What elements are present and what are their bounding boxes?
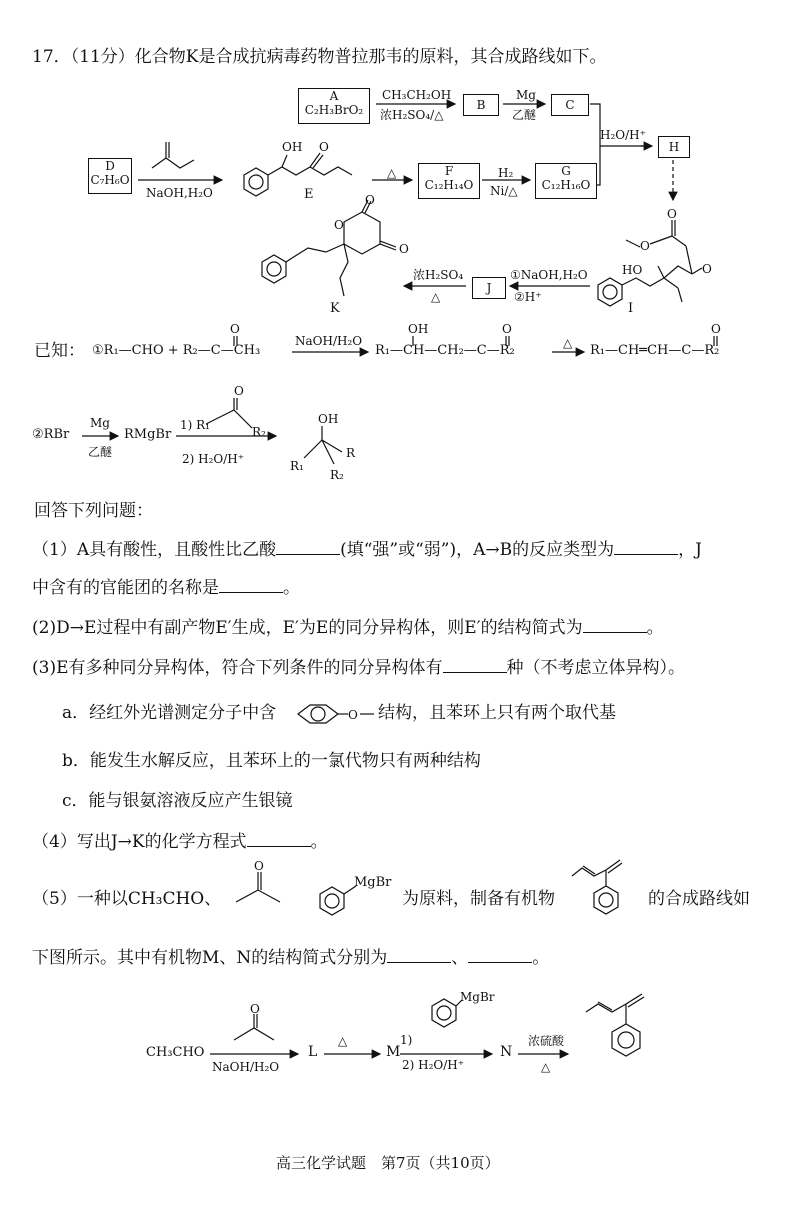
known-r2-left: ②RBr [32,427,70,442]
scheme2-product [586,994,644,1056]
D-E-condition: NaOH,H₂O [146,186,213,200]
known-r2-cond-bottom: 乙醚 [88,445,113,459]
C-H-condition: H₂O/H⁺ [600,128,646,142]
K-O-right-label: O [399,242,409,256]
I-J-condition-2: ②H⁺ [514,290,542,304]
q2-end: 。 [646,618,664,638]
scheme2-ketone-O: O [250,1002,260,1016]
compound-D-label: D [105,159,115,173]
page-footer: 高三化学试题 第7页（共10页） [276,1154,500,1172]
scheme2-N: N [500,1044,513,1060]
q3-condition-c: c．能与银氨溶液反应产生银镜 [62,791,293,811]
known-r1-left-O: O [230,322,240,336]
A-B-condition-bottom: 浓H₂SO₄/△ [380,108,444,122]
q4-text: （4）写出J→K的化学方程式 [32,832,247,852]
scheme2-cond1: NaOH/H₂O [212,1060,280,1074]
known-r2-step1: 1) R₁ [180,418,210,432]
q5-acetone-O: O [254,859,264,873]
known-r2-prod-OH: OH [318,412,339,426]
known-r1-left: ①R₁—CHO + R₂—C—CH₃ [92,343,261,358]
q1-part1: （1）A具有酸性，且酸性比乙酸 [32,540,277,560]
q5-target-structure [572,860,622,914]
compound-D-formula: C₇H₆O [90,173,130,187]
q2-text: (2)D→E过程中有副产物E′生成，E′为E的同分异构体，则E′的结构简式为 [32,618,583,638]
known-r1-cond2: △ [563,336,573,350]
known-label: 已知： [34,341,85,361]
compound-H-label: H [668,140,680,154]
known-r1-right-O: O [711,322,721,336]
E-O-label: O [319,140,329,154]
q1-line2-text: 中含有的官能团的名称是 [32,578,219,598]
scheme2-L: L [308,1044,318,1060]
butanone-reagent [152,142,194,168]
known-r2-prod-R: R [346,446,356,460]
phenoxy-structure [298,705,374,723]
q3-after: 种（不考虑立体异构）。 [506,658,685,678]
E-structure [244,153,352,196]
scheme2-step1: 1) [400,1033,413,1047]
compound-J-label: J [486,281,492,295]
scheme2-start: CH₃CHO [146,1045,205,1060]
I-O-ester-label: O [640,239,650,253]
known-r2-cond-top: Mg [90,416,110,430]
E-OH-label: OH [282,140,303,154]
I-HO-label: HO [622,263,643,277]
known-r1-right: R₁—CH═CH—C—R₂ [590,343,720,358]
known-r2-product-lines [304,426,342,464]
I-J-condition-1: ①NaOH,H₂O [510,268,588,282]
I-structure [598,220,702,306]
B-C-condition-bottom: 乙醚 [512,108,537,122]
F-G-condition-top: H₂ [498,166,514,180]
q5-sep: 、 [451,948,469,968]
scheme2-step2: 2) H₂O/H⁺ [402,1058,465,1072]
compound-A-label: A [329,89,339,103]
q4-end: 。 [310,832,328,852]
A-B-condition-top: CH₃CH₂OH [382,88,452,102]
known-r2-prod-R1: R₁ [290,459,304,473]
K-label: K [330,301,340,316]
compound-G-label: G [561,164,571,178]
known-r2-ketone-lines [206,398,252,428]
B-C-condition-top: Mg [516,88,536,102]
I-O-ketone-label: O [702,262,712,276]
q5-phenylmgbr-structure [320,886,356,915]
F-G-condition-bottom: Ni/△ [490,184,518,198]
scheme2-cond3-bottom: △ [541,1060,551,1074]
scheme2-acetone [234,1014,274,1040]
q1-part2: (填“强”或“弱”)，A→B的反应类型为 [340,540,615,560]
known-r1-carbonyl-lines [234,336,717,346]
K-O-top-label: O [365,193,375,207]
E-F-condition: △ [387,166,397,180]
E-label: E [304,187,314,202]
J-K-condition-bottom: △ [431,290,441,304]
q1-part3: ，J [678,540,702,560]
q5-line2-text: 下图所示。其中有机物M、N的结构简式分别为 [32,948,388,968]
svg-text:O: O [348,708,358,722]
q5-acetone-structure [236,872,280,902]
connector-C-H [590,104,651,146]
known-r2-step1-O: O [234,384,244,398]
known-r1-cond: NaOH/H₂O [295,334,363,348]
q5-mid: 为原料，制备有机物 [402,889,555,909]
q5-end: 。 [532,948,550,968]
question-header: 17．（11分）化合物K是合成抗病毒药物普拉那韦的原料，其合成路线如下。 [32,47,607,67]
compound-F-formula: C₁₂H₁₄O [424,178,474,192]
known-r1-mid: R₁—CH—CH₂—C—R₂ [375,343,515,358]
q3-condition-a-pre: a．经红外光谱测定分子中含 [62,703,277,723]
answer-prompt: 回答下列问题： [34,501,153,521]
scheme2-cond2: △ [338,1034,348,1048]
K-structure [262,200,396,296]
connector-G-H [596,146,600,185]
q5-pre: （5）一种以CH₃CHO、 [32,889,222,909]
known-r2-prod-R2: R₂ [330,468,344,482]
known-r1-mid-OH: OH [408,322,429,336]
compound-A-formula: C₂H₃BrO₂ [304,103,364,117]
compound-C-label: C [565,98,575,112]
scheme2-cond3-top: 浓硫酸 [528,1034,565,1048]
compound-G-formula: C₁₂H₁₆O [541,178,591,192]
known-r2-step2: 2) H₂O/H⁺ [182,452,245,466]
scheme2-M: M [386,1044,401,1060]
known-r2-step1-R2: R₂ [252,425,266,439]
q3-condition-b: b．能发生水解反应，且苯环上的一氯代物只有两种结构 [62,751,481,771]
q5-post: 的合成路线如 [648,889,750,909]
J-K-condition-top: 浓H₂SO₄ [413,268,464,282]
q3-text: (3)E有多种同分异构体，符合下列条件的同分异构体有 [32,658,443,678]
compound-F-label: F [444,164,454,178]
q5-mgbr: MgBr [354,875,392,890]
known-r1-mid-O: O [502,322,512,336]
q1-end: 。 [283,578,300,598]
I-label: I [628,301,634,316]
I-O-top-label: O [667,207,677,221]
K-O-ring-label: O [334,218,344,232]
scheme2-mgbr: MgBr [460,990,495,1004]
compound-B-label: B [476,98,486,112]
q3-condition-a-post: 结构，且苯环上只有两个取代基 [378,703,616,723]
known-r2-mid: RMgBr [124,427,172,442]
scheme2-phenyl [432,999,462,1027]
